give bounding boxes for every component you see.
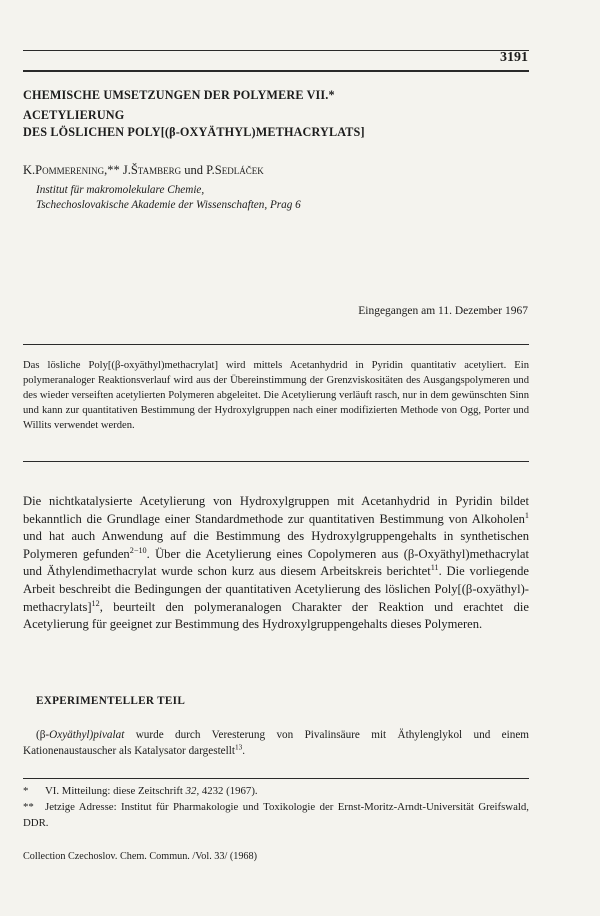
abstract: Das lösliche Poly[(β-oxyäthyl)methacrylat] wird mittels Acetanhydrid in Pyridin quantitativ acetyliert. Ein polymeranaloger Reaktionsverlauf wird aus der Übereinstimmung der Grenzviskositäten des Ausgangspolymeren und des wieder verseiften acetylierten Polymeren abgeleitet. Die Acetylierung verläuft rasch, nur in dem gewünschten Sinn und kann zur quantitativen Bestimmung der Hydroxylgruppen nach einer modifizierten Methode von Ogg, Porter und Willits verwendet werden. <box>23 360 529 431</box>
footnote-2-text: Jetzige Adresse: Institut für Pharmakologie und Toxikologie der Ernst-Moritz-Arndt-Universität Greifswald, DDR. <box>23 801 529 829</box>
experimental-paragraph <box>23 728 529 759</box>
intro-text-4: . Die vorliegende Arbeit beschreibt die Bedingungen der quantitativen Acetylierung des löslichen Poly[(β-oxyäthyl)-methacrylats] <box>23 564 529 614</box>
exp-text-end: . <box>242 744 246 757</box>
footnote-1-text: VI. Mitteilung: diese Zeitschrift <box>45 785 186 797</box>
footnote-2-mark: ** <box>23 801 34 813</box>
abstract-rule-bottom <box>23 461 529 462</box>
footnote-rule <box>23 778 529 779</box>
author-1-name: Pommerening <box>35 163 105 177</box>
author-1-mark: ,** <box>104 163 123 177</box>
introduction-paragraph <box>23 493 529 634</box>
received-date: Eingegangen am 11. Dezember 1967 <box>358 305 528 317</box>
institute-line-2: Tschechoslovakische Akademie der Wissenschaften, Prag 6 <box>36 199 301 211</box>
institute-line-1: Institut für makromolekulare Chemie, <box>36 184 205 196</box>
footnote-1-volume: 32, <box>185 785 200 797</box>
author-list <box>23 163 264 178</box>
exp-text-prefix: (β- <box>36 729 50 741</box>
ref-superscript: 11 <box>430 563 439 573</box>
footnote-1 <box>23 784 529 800</box>
exp-compound-name: Oxyäthyl)pivalat <box>49 729 125 741</box>
section-heading: EXPERIMENTELLER TEIL <box>36 695 186 707</box>
ref-superscript: 13 <box>234 742 243 751</box>
footnote-1-text-end: 4232 (1967). <box>199 785 258 797</box>
author-2-name: Štamberg <box>130 163 182 177</box>
author-2-initial: J. <box>122 163 131 177</box>
exp-text: wurde durch Veresterung von Pivalinsäure mit Äthylenglykol und einem Kationenaustauscher als Katalysator dargestellt <box>23 729 529 757</box>
ref-superscript: 12 <box>91 598 100 608</box>
author-3-name: Sedláček <box>214 163 264 177</box>
author-conjunction: und <box>181 163 207 177</box>
header-rule-top <box>23 50 529 51</box>
author-1-initial: K. <box>23 163 36 177</box>
abstract-rule-top <box>23 344 529 345</box>
journal-citation: Collection Czechoslov. Chem. Commun. /Vol. 33/ (1968) <box>23 851 258 862</box>
intro-text-5: , beurteilt den polymeranalogen Charakter der Reaktion und erachtet die Acetylierung für geeignet zur Bestimmung des Hydroxylgruppengehalts dieses Polymeren. <box>23 599 529 632</box>
header-rule-bottom <box>23 70 529 72</box>
author-3-initial: P. <box>206 163 215 177</box>
ref-superscript: 2−10 <box>129 545 147 555</box>
footnote-2 <box>23 800 529 831</box>
article-title-line-2: ACETYLIERUNG <box>23 108 125 122</box>
intro-text-2: und hat auch Anwendung auf die Bestimmung des Hydroxylgruppengehalts in synthetischen Polymeren gefunden <box>23 529 529 561</box>
intro-text-1: Die nichtkatalysierte Acetylierung von Hydroxylgruppen mit Acetanhydrid in Pyridin bildet bekanntlich die Grundlage einer Standardmethode zur quantitativen Bestimmung von Alkoholen <box>23 494 529 526</box>
intro-text-3: . Über die Acetylierung eines Copolymeren aus (β-Oxyäthyl)methacrylat und Äthylendimethacrylat wurde schon kurz aus diesem Arbeitskreis berichtet <box>23 546 530 579</box>
article-title-line-3: DES LÖSLICHEN POLY[(β-OXYÄTHYL)METHACRYLATS] <box>23 125 365 139</box>
article-title-line-1: CHEMISCHE UMSETZUNGEN DER POLYMERE VII.* <box>23 88 335 102</box>
footnote-1-mark: * <box>23 785 29 797</box>
ref-superscript: 1 <box>524 510 529 520</box>
page-number: 3191 <box>500 50 528 65</box>
